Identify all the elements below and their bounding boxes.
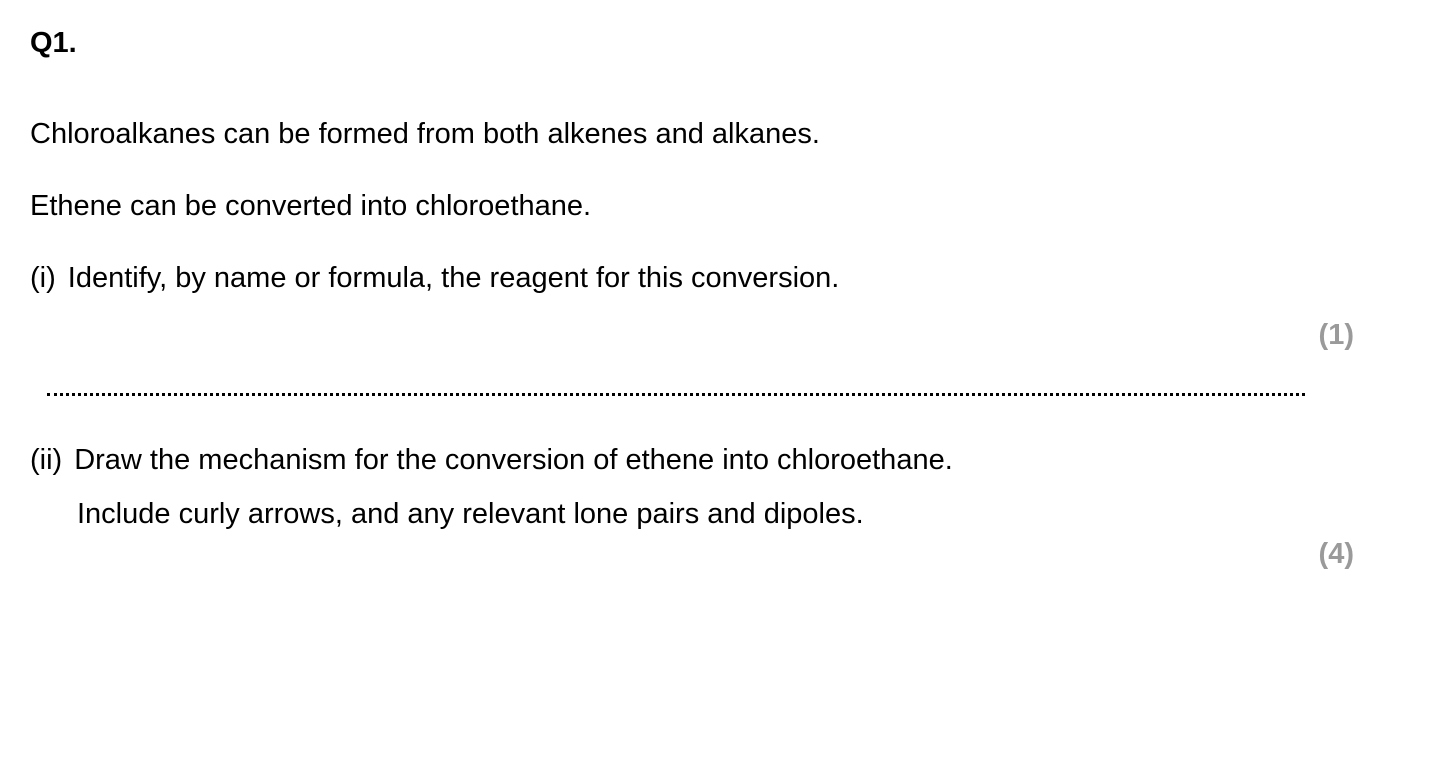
question-number: Q1. [30,27,77,59]
part-i-label: (i) [30,262,56,294]
part-ii-text-line-1: Draw the mechanism for the conversion of ethene into chloroethane. [74,444,953,476]
part-ii-label: (ii) [30,444,63,476]
part-ii-question [30,443,953,477]
part-i-question [30,261,839,295]
part-i-text: Identify, by name or formula, the reagent for this conversion. [67,262,840,294]
part-ii-marks: (4) [1318,538,1354,570]
intro-paragraph-2: Ethene can be converted into chloroethane. [30,190,592,222]
part-i-answer-line[interactable] [47,393,1305,396]
part-ii-text-line-2: Include curly arrows, and any relevant lone pairs and dipoles. [77,498,864,530]
part-i-marks: (1) [1318,319,1354,351]
intro-paragraph-1: Chloroalkanes can be formed from both alkenes and alkanes. [30,118,820,150]
